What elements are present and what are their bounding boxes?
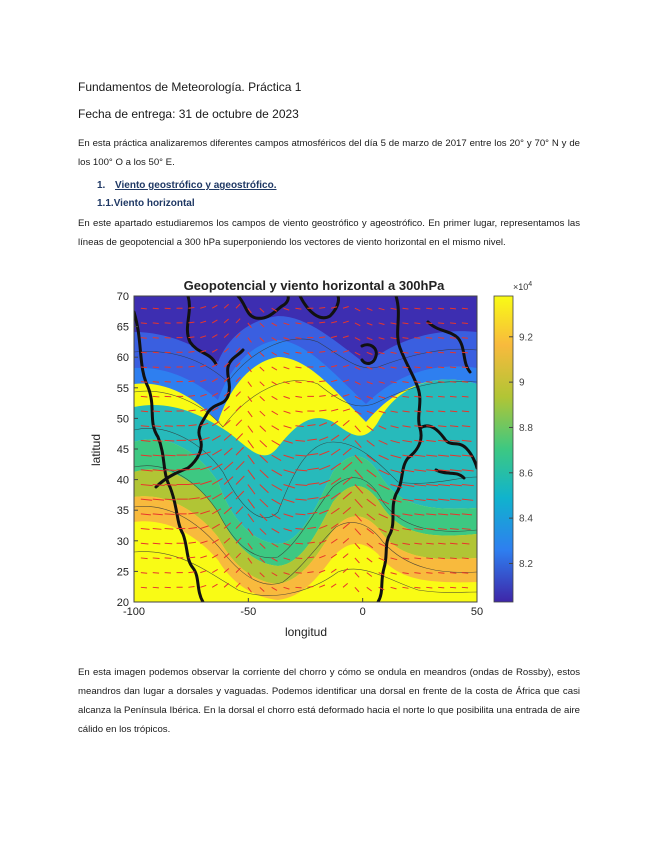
wind-vector — [141, 308, 147, 309]
wind-vector — [450, 382, 456, 383]
colorbar-tick-label: 8.2 — [519, 558, 533, 570]
wind-vector — [450, 587, 456, 588]
wind-vector — [438, 352, 444, 353]
wind-vector — [153, 308, 159, 309]
wind-vector — [295, 587, 301, 588]
wind-vector — [165, 499, 176, 500]
wind-vector — [438, 338, 444, 339]
paragraph-1: En este apartado estudiaremos los campos de viento geostrófico y ageostrófico. En primer lugar, representamos las líneas de geopotencial a 300 hPa superponiendo los vectores de viento horizontal en el mismo nivel. — [78, 218, 580, 248]
wind-vector — [153, 396, 160, 397]
wind-vector — [426, 396, 433, 397]
wind-vector — [426, 587, 432, 588]
wind-vector — [462, 396, 469, 397]
wind-vector — [462, 558, 469, 559]
wind-vector — [141, 338, 147, 339]
colorbar-tick-label: 9.2 — [519, 332, 533, 344]
wind-vector — [414, 382, 420, 383]
intro-paragraph: En esta práctica analizaremos diferentes campos atmosféricos del día 5 de marzo de 2017 entre los 20° y 70° N y de los 100° O a los 50° E. — [78, 138, 580, 168]
colorbar-tick-label: 8.6 — [519, 468, 533, 480]
y-tick-label: 60 — [116, 352, 129, 365]
x-tick-label: -50 — [240, 606, 257, 618]
wind-vector — [438, 573, 444, 574]
wind-vector — [462, 338, 468, 339]
y-tick-label: 40 — [116, 474, 129, 487]
wind-vector — [141, 411, 148, 412]
wind-vector — [426, 323, 432, 324]
wind-vector — [450, 352, 456, 353]
wind-vector — [426, 558, 433, 559]
wind-vector — [462, 382, 468, 383]
wind-vector — [450, 323, 456, 324]
wind-vector — [165, 440, 175, 441]
colorbar-tick-label: 8.8 — [519, 422, 533, 434]
wind-vector — [153, 382, 159, 383]
wind-vector — [426, 308, 432, 309]
wind-vector — [414, 338, 420, 339]
colorbar — [494, 296, 513, 602]
wind-vector — [141, 573, 147, 574]
wind-vector — [153, 587, 159, 588]
wind-vector — [426, 352, 432, 353]
wind-vector — [414, 323, 420, 324]
wind-vector — [462, 352, 468, 353]
wind-vector — [438, 323, 444, 324]
x-axis-label: longitud — [284, 625, 328, 639]
chart-title: Geopotencial y viento horizontal a 300hPa — [183, 278, 445, 293]
wind-vector — [141, 323, 147, 324]
wind-vector — [414, 367, 420, 368]
wind-vector — [165, 484, 177, 485]
wind-vector — [153, 573, 159, 574]
wind-vector — [153, 367, 159, 368]
wind-vector — [438, 367, 444, 368]
wind-vector — [141, 558, 148, 559]
section-number: 1.1. — [97, 198, 114, 209]
y-tick-label: 50 — [116, 413, 129, 426]
y-tick-label: 35 — [116, 505, 129, 518]
wind-vector — [165, 470, 177, 471]
wind-vector — [141, 396, 148, 397]
paragraph-2: En esta imagen podemos observar la corriente del chorro y cómo se ondula en meandros (ondas de Rossby), estos meandros dan lugar a dorsales y vaguadas. Podemos identificar una dorsal en frente de la costa de África que casi alcanza la Península Ibérica. En la dorsal el chorro está deformado hacia el norte lo que posibilita una entrada de aire cálido en los trópicos. — [78, 667, 580, 735]
wind-vector — [450, 338, 456, 339]
wind-vector — [426, 367, 432, 368]
wind-vector — [450, 367, 456, 368]
y-tick-label: 45 — [116, 444, 129, 456]
wind-vector — [462, 587, 468, 588]
wind-vector — [450, 308, 456, 309]
y-tick-label: 30 — [116, 535, 129, 548]
y-tick-label: 70 — [116, 291, 129, 303]
wind-vector — [141, 352, 147, 353]
wind-vector — [295, 558, 302, 559]
wind-vector — [153, 411, 160, 412]
section-heading-1 — [97, 180, 277, 191]
wind-vector — [153, 338, 159, 339]
wind-vector — [165, 529, 174, 530]
y-tick-label: 65 — [116, 321, 129, 334]
geopotential-figure — [78, 272, 578, 644]
wind-vector — [295, 426, 303, 427]
wind-vector — [153, 426, 161, 427]
wind-vector — [438, 587, 444, 588]
wind-vector — [141, 367, 147, 368]
doc-title: Fundamentos de Meteorología. Práctica 1 — [78, 80, 302, 94]
wind-vector — [438, 382, 444, 383]
wind-vector — [295, 543, 303, 544]
wind-vector — [153, 323, 159, 324]
section-label: Viento geostrófico y ageostrófico. — [115, 180, 277, 191]
wind-vector — [165, 455, 176, 456]
section-label: Viento horizontal — [113, 198, 195, 209]
plot-area — [134, 296, 477, 602]
wind-vector — [426, 338, 432, 339]
colorbar-tick-label: 9 — [519, 377, 525, 389]
wind-vector — [462, 308, 468, 309]
y-tick-label: 25 — [116, 566, 129, 579]
wind-vector — [414, 308, 420, 309]
section-number: 1. — [97, 180, 106, 191]
wind-vector — [165, 514, 175, 515]
colorbar-exponent: $\times 10^4$ — [513, 281, 533, 292]
wind-vector — [462, 323, 468, 324]
wind-vector — [450, 573, 456, 574]
wind-vector — [153, 352, 159, 353]
wind-vector — [141, 382, 147, 383]
colorbar-tick-label: 8.4 — [519, 513, 533, 525]
wind-vector — [426, 382, 432, 383]
y-axis-label: latitud — [89, 433, 103, 467]
wind-vector — [462, 367, 468, 368]
due-date: Fecha de entrega: 31 de octubre de 2023 — [78, 107, 299, 121]
wind-vector — [141, 587, 147, 588]
wind-vector — [153, 543, 161, 544]
y-tick-label: 20 — [116, 597, 129, 609]
wind-vector — [438, 558, 445, 559]
wind-vector — [295, 573, 301, 574]
x-tick-label: -100 — [122, 606, 146, 618]
x-tick-label: 50 — [470, 606, 484, 618]
x-tick-label: 0 — [359, 606, 366, 618]
wind-vector — [426, 573, 432, 574]
wind-vector — [462, 573, 468, 574]
wind-vector — [414, 352, 420, 353]
wind-vector — [438, 396, 445, 397]
wind-vector — [153, 558, 160, 559]
y-tick-label: 55 — [116, 382, 129, 395]
section-heading-1-1 — [97, 198, 195, 209]
wind-vector — [438, 308, 444, 309]
wind-vector — [450, 558, 457, 559]
wind-vector — [450, 396, 457, 397]
